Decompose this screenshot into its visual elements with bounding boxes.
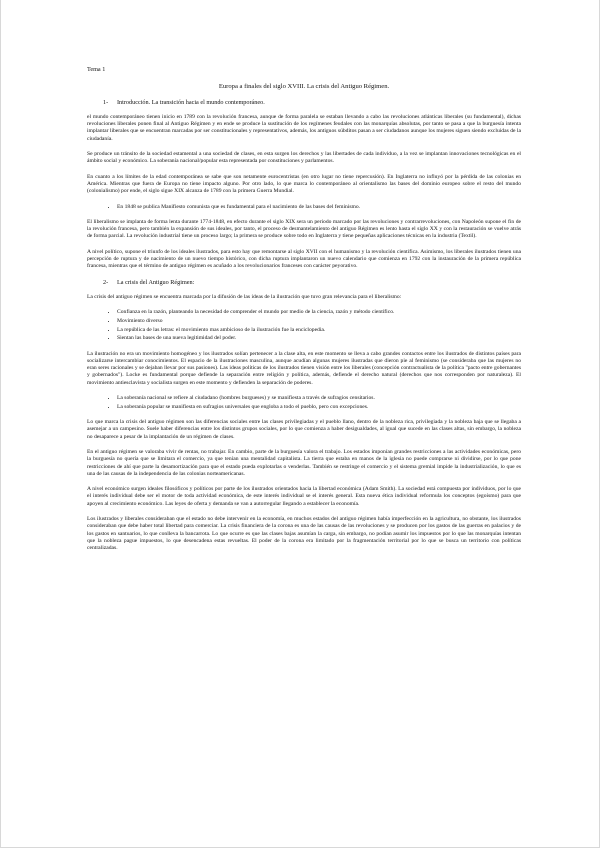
section-number: 1- [103, 98, 109, 106]
list-item: • En 1848 se publica Manifiesto comunista que es fundamental para el nacimiento de las bases del feminismo. [117, 204, 521, 211]
section-heading-2 [103, 279, 521, 286]
paragraph: el mundo contemporáneo tienen inicio en 1789 con la revolución francesa, aunque de forma paralela se estaban llevando a cabo las revoluciones atlánticas liberales (su fundamental), dichas revoluciones liberales ponen final al Antiguo Régimen y en ende se produce la sustitución de los regímenes feudales con las monarquías absolutas, por tanto se pasa a que la burguesía intenta implantar liberales que se encuentran marcadas por ser constitucionales y representativos, además, los antiguos súbditos pasan a ser ciudadanos aunque los mujeres siguen siendo excluidas de la ciudadanía. [87, 113, 521, 142]
list-item: • Confianza en la razón, planteando la necesidad de comprender el mundo por medio de la ciencia, razón y método científico. [117, 309, 521, 316]
paragraph: Los ilustrados y liberales consideraban que el estado no debe intervenir en la economía, en muchos estados del antiguo régimen había imperfección en la agricultura, no obstante, los ilustrados consideraban que debe haber total libertad para comerciar. La crisis financiera de la corona es una de las causas de las revoluciones y se producen por los gastos de las guerras en palacios y de los gastos en santuarios, lo que conlleva la bancarrota. Lo que ocurre es que las clases bajas asumían la carga, sin embargo, no podían asumir los impuestos por lo que las monarquías intentan que la nobleza pague impuestos, lo que desencadena estas revueltas. El poder de la corona era limitado por la fragmentación territorial por lo que se busca un territorio con políticas centralizadas. [87, 516, 521, 552]
document-body [87, 66, 521, 561]
paragraph: A nivel económico surgen ideales filosóficos y políticos por parte de los ilustrados orientados hacia la libertad económica (Adam Smith). La sociedad está compuesta por individuos, por lo que el interés individual debe ser el motor de toda actividad económica, de este interés individual se el interés general. Esta nueva ética individual reformula los conceptos (egoísmo) para que apoyen al crecimiento económico. Las leyes de oferta y demanda se van a autorregular llegando a establecer la economía. [87, 486, 521, 507]
section-title: Introducción. La transición hacia el mundo contemporáneo. [117, 98, 265, 106]
section-heading-1 [103, 99, 521, 106]
section-title: La crisis del Antiguo Régimen: [117, 278, 195, 286]
list-item: • La soberanía popular se manifiesta en sufragios universales que engloba a todo el pueblo, pero con excepciones. [117, 404, 521, 411]
section-number: 2- [103, 278, 109, 286]
paragraph: En cuanto a los límites de la edad contemporánea se sabe que son netamente eurocentristas (en otro lugar no tiene repercusión). En Inglaterra no influyó por la pérdida de las colonias en América. Mientras que fuera de Europa no tiene impacto alguno. Por otro lado, lo que marca lo contemporáneo al orientalismo las bases del dominio europeo sobre el resto del mundo (colonialismo) por ende, el siglo sigue XIX alcanza de 1789 con la primera Guerra Mundial. [87, 173, 521, 195]
bullet-list [87, 204, 521, 211]
bullet-list [87, 395, 521, 411]
document-title: Europa a finales del siglo XVIII. La crisis del Antiguo Régimen. [218, 83, 390, 91]
paragraph: La crisis del antiguo régimen se encuentra marcada por la difusión de las ideas de la ilustración que tuvo gran relevancia para el liberalismo: [87, 293, 402, 300]
list-item: • Sientan las bases de una nueva legitimidad del poder. [117, 335, 521, 342]
list-item: • La república de las letras: el movimiento mas ambicioso de la ilustración fue la enciclopedia. [117, 327, 521, 334]
bullet-list [87, 309, 521, 342]
list-item: • Movimiento diverso [117, 318, 521, 325]
paragraph: A nivel político, supone el triunfo de los ideales ilustrados, para esto hay que remontarse al siglo XVII con el humanismo y la revolución científica. Asimismo, los liberales ilustrados tienen una percepción de ruptura y de nacimiento de un nuevo tiempo histórico, con dicha ruptura implantaron un nuevo calendario que comienza en 1792 con la instauración de la primera república francesa, mientras que el término de antiguo régimen es acuñado a los revolucionarios franceses con carácter peyorativo. [87, 248, 521, 270]
paragraph: El liberalismo se implanta de forma lenta durante 1774-1848, en efecto durante el siglo XIX sera un periodo marcado por las revoluciones y contrarrevoluciones, con Napoleón supone el fin de la revolución francesa, pero también la expansión de sus ideales, por tanto, el proceso de desmantelamiento del antiguo Régimen es lento hasta el siglo XX y con la restauración se vuelve atrás de forma parcial. La revolución industrial tiene un proceso largo; la primera se produce sobre todo en Inglaterra y tiene pequeñas aplicaciones técnicas en la industria (Textil). [87, 218, 521, 240]
list-item: • La soberanía nacional se refiere al ciudadano (hombres burgueses) y se manifiesta a través de sufragios censitarios. [117, 395, 521, 402]
paragraph: Lo que marca la crisis del antiguo régimen son las diferencias sociales entre las clases privilegiadas y el pueblo llano, dentro de la nobleza rica, privilegiada y la nobleza baja que se llegaba a asemejar a un campesino. Suele haber diferencias entre los distintos grupos sociales, por lo que comienza a haber desigualdades, al igual que sucede en las clases altas, sin embargo, la nobleza no desaparece a pesar de la implantación de un régimen de clases. [87, 419, 521, 440]
paragraph: La ilustración no era un movimiento homogéneo y los ilustrados solían pertenecer a la clase alta, en este momento se lleva a cabo grandes contactos entre los ilustrados de distintos países para socializarse intercambiar conocimientos. El espacio de la ilustraciones masculina, aunque acudían algunas mujeres ilustradas que dieron pie al feminismo (se consideraba que las mujeres no eran seres racionales y se dejaban llevar por sus pasiones). Las ideas políticas de los ilustrados tienen visión entre los liberales (concepción contractualista de la política "pacto entre gobernantes y gobernados"). Locke es fundamental porque defiende la separación entre religión y política, además, defiende el derecho natural (derechos que nos corresponden por naturaleza). El movimiento antiesclavista y socialista surgen en este momento y defienden la separación de poderes. [87, 350, 521, 386]
topic-label: Tema 1 [87, 66, 106, 73]
paragraph: En el antiguo régimen se valoraba vivir de rentas, no trabajar. En cambio, parte de la burguesía valora el trabajo. Los estados imponían grandes restricciones a las actividades económicas, pero la burguesía no quería que se limitara el comercio, ya que tenían una mentalidad capitalista. La tierra que estaba en manos de la iglesia no puede comprarse ni dividirse, por lo que pone restricciones de ahí que parte la desamortización para que el estado pueda explotarlas o venderlas. También se restringe el comercio y el sistema gremial impide la industrialización, lo que es una de las causas de la independencia de las colonias norteamericanas. [87, 448, 521, 477]
paragraph: Se produce un tránsito de la sociedad estamental a una sociedad de clases, en esta surgen los derechos y las libertades de cada individuo, a la vez se implantan innovaciones tecnológicas en el ámbito social y económico. La soberanía nacional/popular esta representada por constituciones y parlamentos. [87, 151, 521, 165]
